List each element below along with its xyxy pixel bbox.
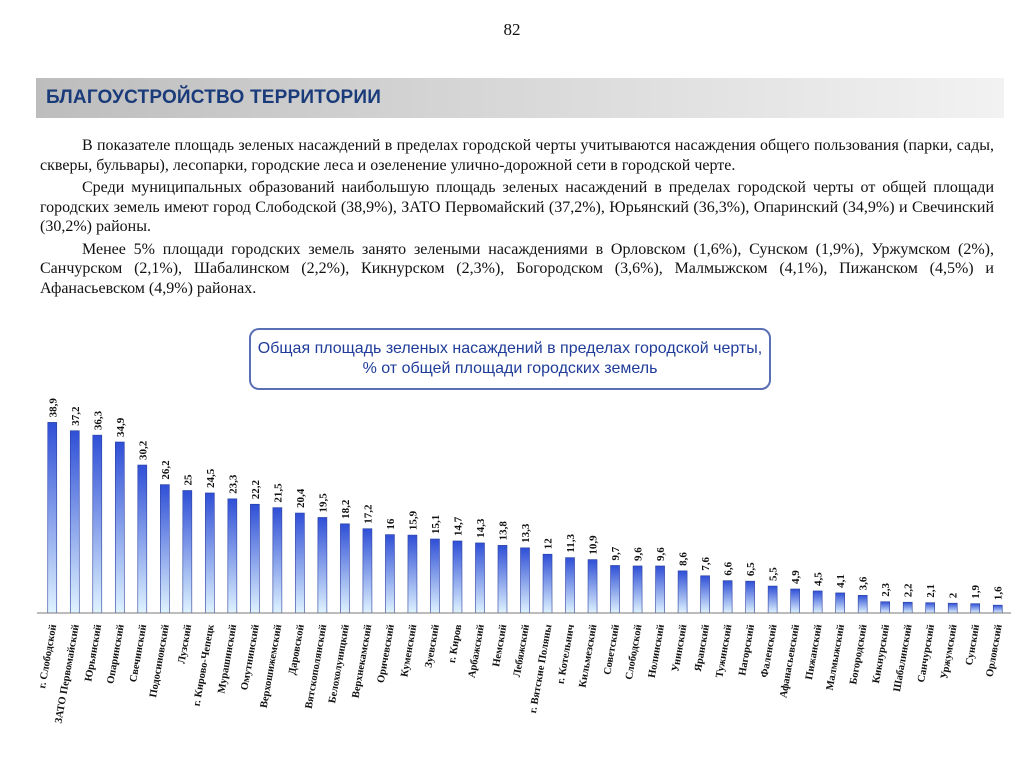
category-label: Нагорский xyxy=(737,623,758,677)
bar-value-label: 16 xyxy=(384,518,397,530)
bar-value-label: 26,2 xyxy=(159,460,172,480)
category-label: Лузский xyxy=(176,623,195,665)
category-label: Тужинский xyxy=(714,623,735,679)
bar-value-label: 6,5 xyxy=(745,562,758,577)
bar-value-label: 2 xyxy=(947,592,960,599)
bar xyxy=(115,442,124,613)
bar-value-label: 9,7 xyxy=(610,546,623,561)
bar-value-label: 2,1 xyxy=(925,583,938,598)
bar xyxy=(701,576,710,613)
category-label: г. Кирово-Чепецк xyxy=(191,623,217,708)
bar xyxy=(746,581,755,613)
category-label: Орловский xyxy=(984,623,1005,678)
bar-value-label: 15,1 xyxy=(429,514,442,535)
category-label: Зуевский xyxy=(423,623,442,669)
bar xyxy=(453,541,462,613)
category-label: Афанасьевский xyxy=(778,623,803,699)
bar xyxy=(318,517,327,613)
bar xyxy=(588,560,597,613)
bar xyxy=(273,508,282,613)
category-label: Омутнинский xyxy=(239,623,262,692)
bar-value-label: 9,6 xyxy=(655,547,668,561)
bar-value-label: 19,5 xyxy=(317,493,330,513)
bar xyxy=(183,491,192,614)
category-label: Кильмезский xyxy=(577,623,600,689)
category-label: Пижанский xyxy=(804,623,825,681)
bar xyxy=(566,558,575,613)
bar xyxy=(903,602,912,613)
bar xyxy=(70,431,79,613)
category-label: г. Слободской xyxy=(37,623,60,690)
bar xyxy=(363,529,372,613)
bar-value-label: 1,6 xyxy=(992,586,1005,601)
bar xyxy=(791,589,800,613)
category-label: г. Вятские Поляны xyxy=(528,623,555,715)
bar xyxy=(881,602,890,613)
chart-category-labels xyxy=(37,623,1005,725)
category-label: Яранский xyxy=(692,623,713,673)
bar-value-label: 38,9 xyxy=(47,398,60,418)
bar-value-label: 5,5 xyxy=(767,567,780,582)
category-label: Немский xyxy=(491,623,510,668)
category-label: Богородский xyxy=(848,623,870,686)
bar xyxy=(521,548,530,613)
bar-value-label: 15,9 xyxy=(407,510,420,531)
bar-value-label: 34,9 xyxy=(114,417,127,437)
bar-value-label: 36,3 xyxy=(92,410,105,431)
bar xyxy=(836,593,845,613)
bar-value-label: 17,2 xyxy=(362,504,375,524)
category-label: Сунский xyxy=(964,623,983,667)
bar-value-label: 10,9 xyxy=(587,535,600,555)
bar-value-label: 18,2 xyxy=(339,499,352,519)
category-label: Оричевский xyxy=(375,623,397,684)
bar-value-label: 30,2 xyxy=(137,440,150,461)
bar xyxy=(475,543,484,613)
bar xyxy=(160,485,169,613)
bar-value-label: 4,9 xyxy=(790,570,803,584)
bar xyxy=(971,604,980,613)
paragraph-2: Среди муниципальных образований наибольшую площадь зеленых насаждений в пределах городской черты от общей площади городских земель имеют город Слободской (38,9%), ЗАТО Первомайский (37,2%), Юрьянский (36,3%), Опаринский (34,9%) и Свечинский (30,2%) районы. xyxy=(40,179,994,235)
category-label: Лебяжский xyxy=(511,623,532,679)
bar-value-label: 12 xyxy=(542,538,555,550)
bar-value-label: 6,6 xyxy=(722,561,735,576)
bar xyxy=(430,539,439,613)
category-label: г. Котельнич xyxy=(555,623,577,685)
category-label: Мурашинский xyxy=(216,623,240,695)
paragraph-1: В показателе площадь зеленых насаждений в пределах городской черты учитываются насаждения общего пользования (парки, сады, скверы, бульвары), лесопарки, городские леса и озеленение улично-дорожной сети в городской черте. xyxy=(40,137,994,174)
category-label: Уржумский xyxy=(939,623,960,681)
bar-value-label: 23,3 xyxy=(227,474,240,494)
bar-value-label: 11,3 xyxy=(565,533,578,553)
bar xyxy=(723,581,732,613)
category-label: Шабалинский xyxy=(891,623,915,693)
bar xyxy=(656,566,665,613)
category-label: ЗАТО Первомайский xyxy=(53,623,82,725)
bar-value-label: 2,2 xyxy=(902,583,915,598)
bar xyxy=(228,499,237,613)
bar-value-label: 7,6 xyxy=(700,557,713,571)
bar-value-label: 25 xyxy=(182,474,195,486)
bar-value-label: 14,7 xyxy=(452,516,465,536)
bar-value-label: 37,2 xyxy=(69,406,82,426)
bar-value-label: 1,9 xyxy=(970,584,983,599)
category-label: Даровской xyxy=(287,623,307,676)
bar xyxy=(993,605,1002,613)
category-label: Свечинский xyxy=(128,623,150,684)
bar xyxy=(408,535,417,613)
bar xyxy=(295,513,304,613)
category-label: Советский xyxy=(602,623,623,676)
bar xyxy=(768,586,777,613)
category-label: Белохолуницкий xyxy=(327,623,352,705)
category-label: Юрьянский xyxy=(83,623,105,683)
section-title: БЛАГОУСТРОЙСТВО ТЕРРИТОРИИ xyxy=(46,87,382,108)
category-label: Подосиновский xyxy=(148,623,172,699)
bar xyxy=(385,535,394,613)
bar-value-label: 3,6 xyxy=(857,576,870,591)
chart-title: Общая площадь зеленых насаждений в пределах городской черты, % от общей площади городских земель xyxy=(249,328,771,390)
category-label: г. Киров xyxy=(446,623,465,664)
category-label: Кикнурский xyxy=(870,623,893,685)
bar xyxy=(138,465,147,613)
category-label: Опаринский xyxy=(105,623,127,685)
bar-value-label: 24,5 xyxy=(204,468,217,488)
bar xyxy=(858,595,867,613)
bar xyxy=(948,603,957,613)
category-label: Унинский xyxy=(670,623,690,673)
category-label: Куменский xyxy=(399,623,420,678)
bar-value-label: 14,3 xyxy=(474,518,487,538)
bar-value-label: 21,5 xyxy=(272,483,285,503)
category-label: Слободской xyxy=(623,623,645,681)
bar xyxy=(48,422,57,613)
bar-value-label: 22,2 xyxy=(249,479,262,500)
bar xyxy=(498,545,507,613)
paragraph-3: Менее 5% площади городских земель занято зелеными насаждениями в Орловском (1,6%), Сунском (1,9%), Уржумском (2%), Санчурском (2,1%), Шабалинском (2,2%), Кикнурском (2,3%), Богородском (3,6%), Малмыжском (4,1%), Пижанском (4,5%) и Афанасьевском (4,9%) районах. xyxy=(40,240,994,297)
category-label: Вятскополянский xyxy=(303,623,330,710)
bar-value-label: 4,1 xyxy=(835,574,848,588)
bar xyxy=(543,554,552,613)
bar-value-label: 20,4 xyxy=(294,488,307,509)
bar xyxy=(678,571,687,613)
bar xyxy=(611,565,620,613)
category-label: Нолинский xyxy=(646,623,668,679)
bar-value-label: 13,8 xyxy=(497,521,510,541)
category-label: Санчурский xyxy=(916,623,938,684)
category-label: Верхнекамский xyxy=(350,623,375,699)
bar xyxy=(633,566,642,613)
category-label: Малмыжский xyxy=(824,623,848,692)
bar-value-label: 9,6 xyxy=(632,547,645,561)
bar xyxy=(250,504,259,613)
bar xyxy=(205,493,214,613)
page-number: 82 xyxy=(503,20,521,39)
bar xyxy=(926,603,935,613)
bar-value-label: 13,3 xyxy=(520,523,532,543)
bar-value-label: 2,3 xyxy=(880,582,893,597)
bar xyxy=(340,524,349,613)
category-label: Верхошижемский xyxy=(258,623,285,709)
category-label: Фаленский xyxy=(759,623,780,679)
bar-value-label: 4,5 xyxy=(812,572,825,586)
category-label: Арбажский xyxy=(466,623,487,679)
bar xyxy=(93,435,102,613)
bar xyxy=(813,591,822,613)
bar-value-label: 8,6 xyxy=(677,552,690,566)
